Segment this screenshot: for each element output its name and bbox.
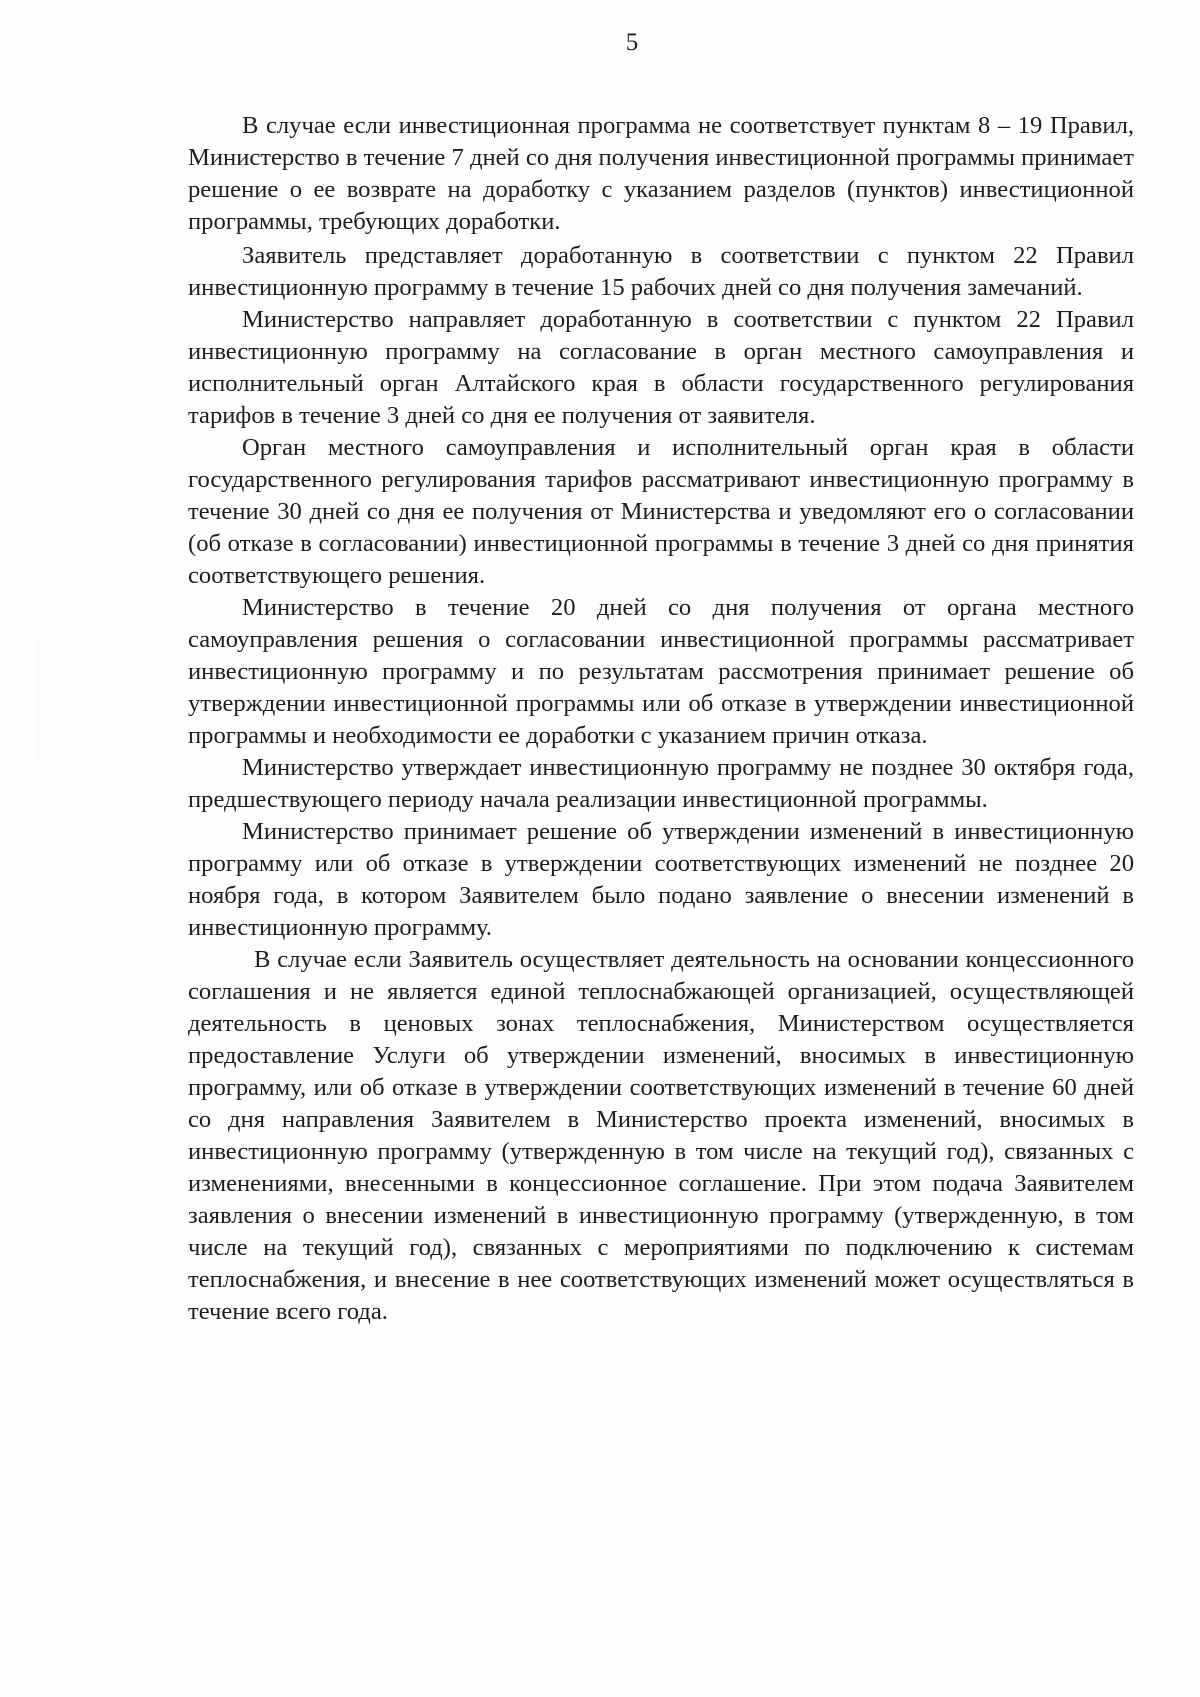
paragraph-concession-case: В случае если Заявитель осуществляет деятельность на основании концессионного соглашения и не является единой теплоснабжающей организацией, осуществляющей деятельность в ценовых зонах теплоснабжения, Министерством осуществляется предоставление Услуги об утверждении изменений, вносимых в инвестиционную программу, или об отказе в утверждении соответствующих изменений в течение 60 дней со дня направления Заявителем в Министерство проекта изменений, вносимых в инвестиционную программу (утвержденную в том числе на текущий год), связанных с изменениями, внесенными в концессионное соглашение. При этом подача Заявителем заявления о внесении изменений в инвестиционную программу (утвержденную, в том числе на текущий год), связанных с мероприятиями по подключению к системам теплоснабжения, и внесение в нее соответствующих изменений может осуществляться в течение всего года. bbox=[188, 946, 1134, 1325]
document-body bbox=[188, 110, 1134, 1328]
paragraph-return-for-revision: В случае если инвестиционная программа не соответствует пунктам 8 – 19 Правил, Министерство в течение 7 дней со дня получения инвестиционной программы принимает решение о ее возврате на доработку с указанием разделов (пунктов) инвестиционной программы, требующих доработки. bbox=[188, 112, 1134, 235]
paragraph-ministry-sends-for-approval: Министерство направляет доработанную в соответствии с пунктом 22 Правил инвестиционную программу на согласование в орган местного самоуправления и исполнительный орган Алтайского края в области государственного регулирования тарифов в течение 3 дней со дня ее получения от заявителя. bbox=[188, 306, 1134, 429]
page-number: 5 bbox=[625, 29, 639, 56]
paragraph-approval-deadline: Министерство утверждает инвестиционную программу не позднее 30 октября года, предшествующего периоду начала реализации инвестиционной программы. bbox=[188, 754, 1134, 813]
paragraph-changes-deadline: Министерство принимает решение об утверждении изменений в инвестиционную программу или об отказе в утверждении соответствующих изменений не позднее 20 ноября года, в котором Заявителем было подано заявление о внесении изменений в инвестиционную программу. bbox=[188, 818, 1134, 941]
paragraph-ministry-decision: Министерство в течение 20 дней со дня получения от органа местного самоуправления решения о согласовании инвестиционной программы рассматривает инвестиционную программу и по результатам рассмотрения принимает решение об утверждении инвестиционной программы или об отказе в утверждении инвестиционной программы и необходимости ее доработки с указанием причин отказа. bbox=[188, 594, 1134, 749]
paragraph-applicant-resubmission: Заявитель представляет доработанную в соответствии с пунктом 22 Правил инвестиционную программу в течение 15 рабочих дней со дня получения замечаний. bbox=[188, 242, 1134, 301]
scan-artifact bbox=[38, 640, 39, 760]
paragraph-local-authority-review: Орган местного самоуправления и исполнительный орган края в области государственного регулирования тарифов рассматривают инвестиционную программу в течение 30 дней со дня ее получения от Министерства и уведомляют его о согласовании (об отказе в согласовании) инвестиционной программы в течение 3 дней со дня принятия соответствующего решения. bbox=[188, 434, 1134, 589]
